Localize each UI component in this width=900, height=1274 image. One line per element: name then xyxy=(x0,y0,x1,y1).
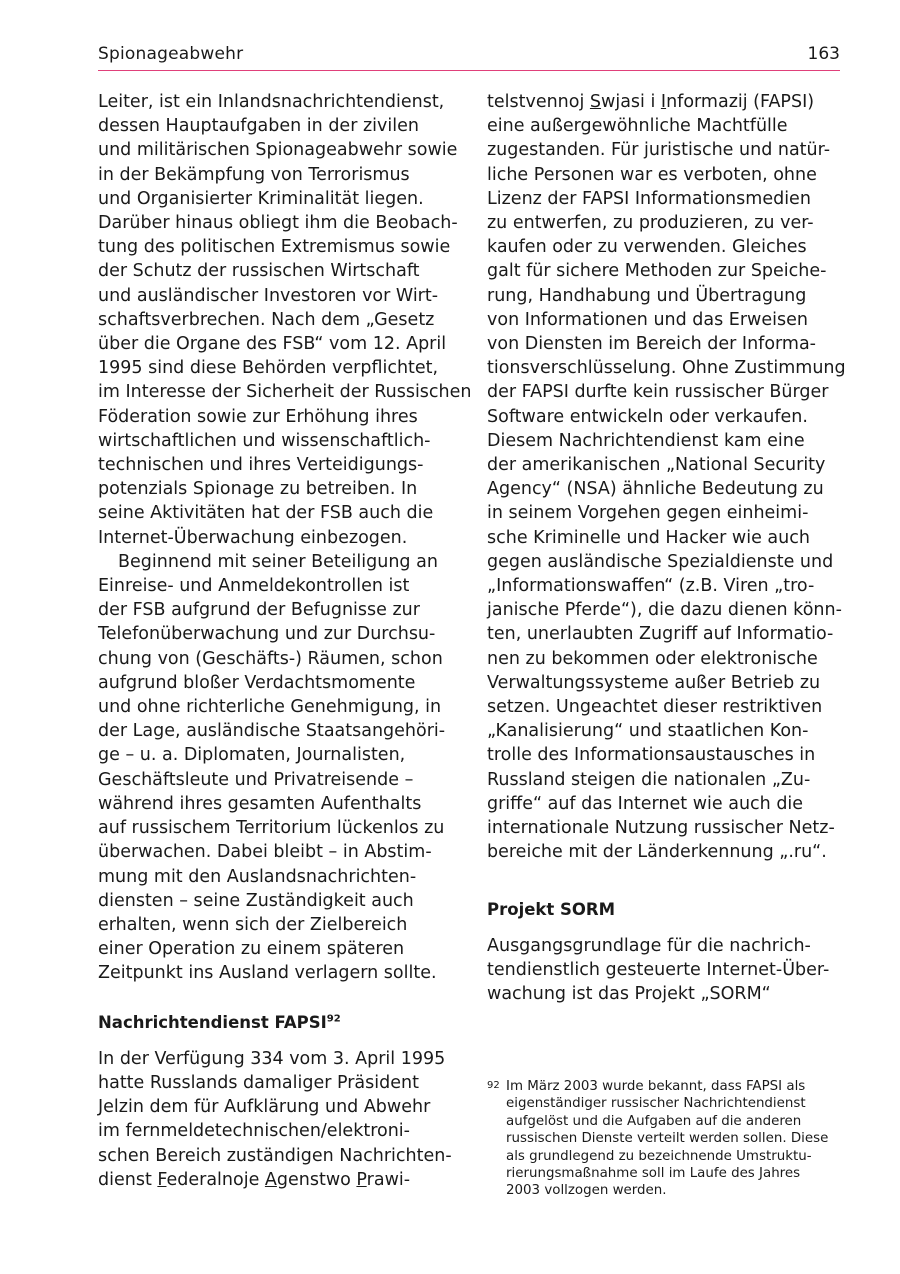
text-line: im fernmeldetechnischen/elektroni- xyxy=(98,1121,410,1142)
text-line: kaufen oder zu verwenden. Gleiches xyxy=(487,237,807,258)
text-line: potenzials Spionage zu betreiben. In xyxy=(98,479,418,500)
underlined-initial: F xyxy=(157,1169,167,1190)
text-line: der Lage, ausländische Staatsangehöri- xyxy=(98,721,446,742)
underlined-initial: S xyxy=(589,92,602,112)
paragraph-fsb-surveillance xyxy=(98,550,453,986)
text-line: nen zu bekommen oder elektronische xyxy=(487,648,818,669)
paragraph-fapsi-powers xyxy=(487,90,846,865)
text-line: janische Pferde“), die dazu dienen könn- xyxy=(487,600,842,621)
text-line: Ausgangsgrundlage für die nachrich- xyxy=(487,935,811,956)
text-line: mung mit den Auslandsnachrichten- xyxy=(98,866,417,887)
text-line: Lizenz der FAPSI Informationsmedien xyxy=(487,188,811,209)
section-heading-sorm xyxy=(487,898,843,922)
text-line: einer Operation zu einem späteren xyxy=(98,939,405,960)
text-line: wachung ist das Projekt „SORM“ xyxy=(487,984,771,1005)
text-line: zu entwerfen, zu produzieren, zu ver- xyxy=(487,213,814,234)
paragraph-fsb-duties xyxy=(98,90,472,550)
text-line: seine Aktivitäten hat der FSB auch die xyxy=(98,503,434,524)
text-line: rung, Handhabung und Übertragung xyxy=(487,285,807,306)
text-line: In der Verfügung 334 vom 3. April 1995 xyxy=(98,1048,446,1069)
text-run: wjasi i xyxy=(601,92,661,112)
section-heading-fapsi xyxy=(98,1011,453,1035)
text-line: internationale Nutzung russischer Netz- xyxy=(487,818,835,839)
text-line: diensten – seine Zuständigkeit auch xyxy=(98,890,414,911)
footnote-ref: 92 xyxy=(326,1013,341,1025)
text-line: der FSB aufgrund der Befugnisse zur xyxy=(98,600,420,621)
text-line: während ihres gesamten Aufenthalts xyxy=(98,793,422,814)
text-line: Agency“ (NSA) ähnliche Bedeutung zu xyxy=(487,479,824,500)
text-line: Russland steigen die nationalen „Zu- xyxy=(487,769,811,790)
text-run: dienst xyxy=(98,1169,158,1190)
text-line: schaftsverbrechen. Nach dem „Gesetz xyxy=(98,309,435,330)
text-line: aufgrund bloßer Verdachtsmomente xyxy=(98,672,416,693)
text-line: dessen Hauptaufgaben in der zivilen xyxy=(98,116,419,137)
text-line: 1995 sind diese Behörden verpflichtet, xyxy=(98,358,439,379)
text-line xyxy=(98,1168,453,1192)
text-run: genstwo xyxy=(276,1169,357,1190)
paragraph-fapsi-intro xyxy=(98,1047,453,1192)
page-number: 163 xyxy=(807,44,840,64)
heading-text: Nachrichtendienst FAPSI xyxy=(98,1012,327,1032)
footnote-line: russischen Dienste verteilt werden sollen. Diese xyxy=(506,1131,829,1147)
footnote xyxy=(487,1078,842,1200)
footnote-number: 92 xyxy=(487,1080,500,1091)
text-line: Leiter, ist ein Inlandsnachrichtendienst, xyxy=(98,92,445,112)
text-line xyxy=(487,90,843,114)
footnote-line: Im März 2003 wurde bekannt, dass FAPSI als xyxy=(506,1079,806,1094)
text-line: zugestanden. Für juristische und natür- xyxy=(487,140,831,161)
text-line: der amerikanischen „National Security xyxy=(487,455,826,476)
text-line: Verwaltungssysteme außer Betrieb zu xyxy=(487,672,821,693)
text-line: tendienstlich gesteuerte Internet-Über- xyxy=(487,959,830,980)
footnote-line: 2003 vollzogen werden. xyxy=(506,1183,667,1199)
text-line: „Informationswaffen“ (z.B. Viren „tro- xyxy=(487,576,815,597)
text-line: Software entwickeln oder verkaufen. xyxy=(487,406,808,427)
footnote-text xyxy=(506,1078,842,1200)
text-line: Darüber hinaus obliegt ihm die Beobach- xyxy=(98,213,458,234)
text-line: setzen. Ungeachtet dieser restriktiven xyxy=(487,697,823,718)
text-line: gegen ausländische Spezialdienste und xyxy=(487,551,834,572)
text-line: der Schutz der russischen Wirtschaft xyxy=(98,261,420,282)
text-line: und ohne richterliche Genehmigung, in xyxy=(98,697,442,718)
footnote-line: eigenständiger russischer Nachrichtendienst xyxy=(506,1096,806,1112)
running-title: Spionageabwehr xyxy=(98,44,244,64)
text-line: schen Bereich zuständigen Nachrichten- xyxy=(98,1145,452,1166)
footnote-line: aufgelöst und die Aufgaben auf die anderen xyxy=(506,1113,802,1129)
text-line: von Informationen und das Erweisen xyxy=(487,309,808,330)
text-line: und Organisierter Kriminalität liegen. xyxy=(98,188,424,209)
text-line: überwachen. Dabei bleibt – in Abstim- xyxy=(98,842,432,863)
text-run: ederalnoje xyxy=(166,1169,265,1190)
paragraph-sorm-intro xyxy=(487,934,843,1007)
underlined-initial: I xyxy=(660,92,667,112)
text-line: trolle des Informationsaustausches in xyxy=(487,745,816,766)
heading-text: Projekt SORM xyxy=(487,899,616,919)
underlined-initial: A xyxy=(264,1169,277,1190)
text-line: sche Kriminelle und Hacker wie auch xyxy=(487,527,810,548)
text-line: technischen und ihres Verteidigungs- xyxy=(98,455,424,476)
text-line: „Kanalisierung“ und staatlichen Kon- xyxy=(487,721,809,742)
text-line: der FAPSI durfte kein russischer Bürger xyxy=(487,382,829,403)
text-line: ten, unerlaubten Zugriff auf Informatio- xyxy=(487,624,834,645)
text-line: Zeitpunkt ins Ausland verlagern sollte. xyxy=(98,963,437,984)
text-line: von Diensten im Bereich der Informa- xyxy=(487,334,816,355)
text-line: Jelzin dem für Aufklärung und Abwehr xyxy=(98,1097,431,1118)
left-column xyxy=(98,90,472,1192)
text-line: Einreise- und Anmeldekontrollen ist xyxy=(98,576,410,597)
footnote-line: als grundlegend zu bezeichnende Umstruktu- xyxy=(506,1148,812,1164)
running-header xyxy=(98,44,840,71)
text-line: Geschäftsleute und Privatreisende – xyxy=(98,769,414,790)
text-line: auf russischem Territorium lückenlos zu xyxy=(98,818,445,839)
text-line: wirtschaftlichen und wissenschaftlich- xyxy=(98,430,431,451)
text-line: Diesem Nachrichtendienst kam eine xyxy=(487,430,805,451)
footnote-line: rierungsmaßnahme soll im Laufe des Jahres xyxy=(506,1166,801,1182)
text-run: nformazij (FAPSI) xyxy=(666,92,815,112)
text-line: griffe“ auf das Internet wie auch die xyxy=(487,793,804,814)
text-line: tionsverschlüsselung. Ohne Zustimmung xyxy=(487,358,846,379)
text-line: bereiche mit der Länderkennung „.ru“. xyxy=(487,842,827,863)
text-line: Beginnend mit seiner Beteiligung an xyxy=(118,551,438,572)
text-line: im Interesse der Sicherheit der Russischen xyxy=(98,382,472,403)
text-line: Internet-Überwachung einbezogen. xyxy=(98,527,408,548)
text-line: in seinem Vorgehen gegen einheimi- xyxy=(487,503,809,524)
text-line: in der Bekämpfung von Terrorismus xyxy=(98,164,410,185)
text-line: Telefonüberwachung und zur Durchsu- xyxy=(98,624,436,645)
text-line: ge – u. a. Diplomaten, Journalisten, xyxy=(98,745,406,766)
text-line: erhalten, wenn sich der Zielbereich xyxy=(98,914,408,935)
text-line: Föderation sowie zur Erhöhung ihres xyxy=(98,406,418,427)
text-line: galt für sichere Methoden zur Speiche- xyxy=(487,261,827,282)
text-line: und militärischen Spionageabwehr sowie xyxy=(98,140,458,161)
text-run: telstvennoj xyxy=(487,92,590,112)
underlined-initial: P xyxy=(356,1169,367,1190)
text-run: rawi- xyxy=(366,1169,411,1190)
right-column xyxy=(487,90,846,1006)
text-line: und ausländischer Investoren vor Wirt- xyxy=(98,285,439,306)
text-line: tung des politischen Extremismus sowie xyxy=(98,237,451,258)
text-line: liche Personen war es verboten, ohne xyxy=(487,164,817,185)
text-line: eine außergewöhnliche Machtfülle xyxy=(487,116,788,137)
text-line: hatte Russlands damaliger Präsident xyxy=(98,1072,419,1093)
text-line: über die Organe des FSB“ vom 12. April xyxy=(98,334,447,355)
text-line: chung von (Geschäfts-) Räumen, schon xyxy=(98,648,443,669)
